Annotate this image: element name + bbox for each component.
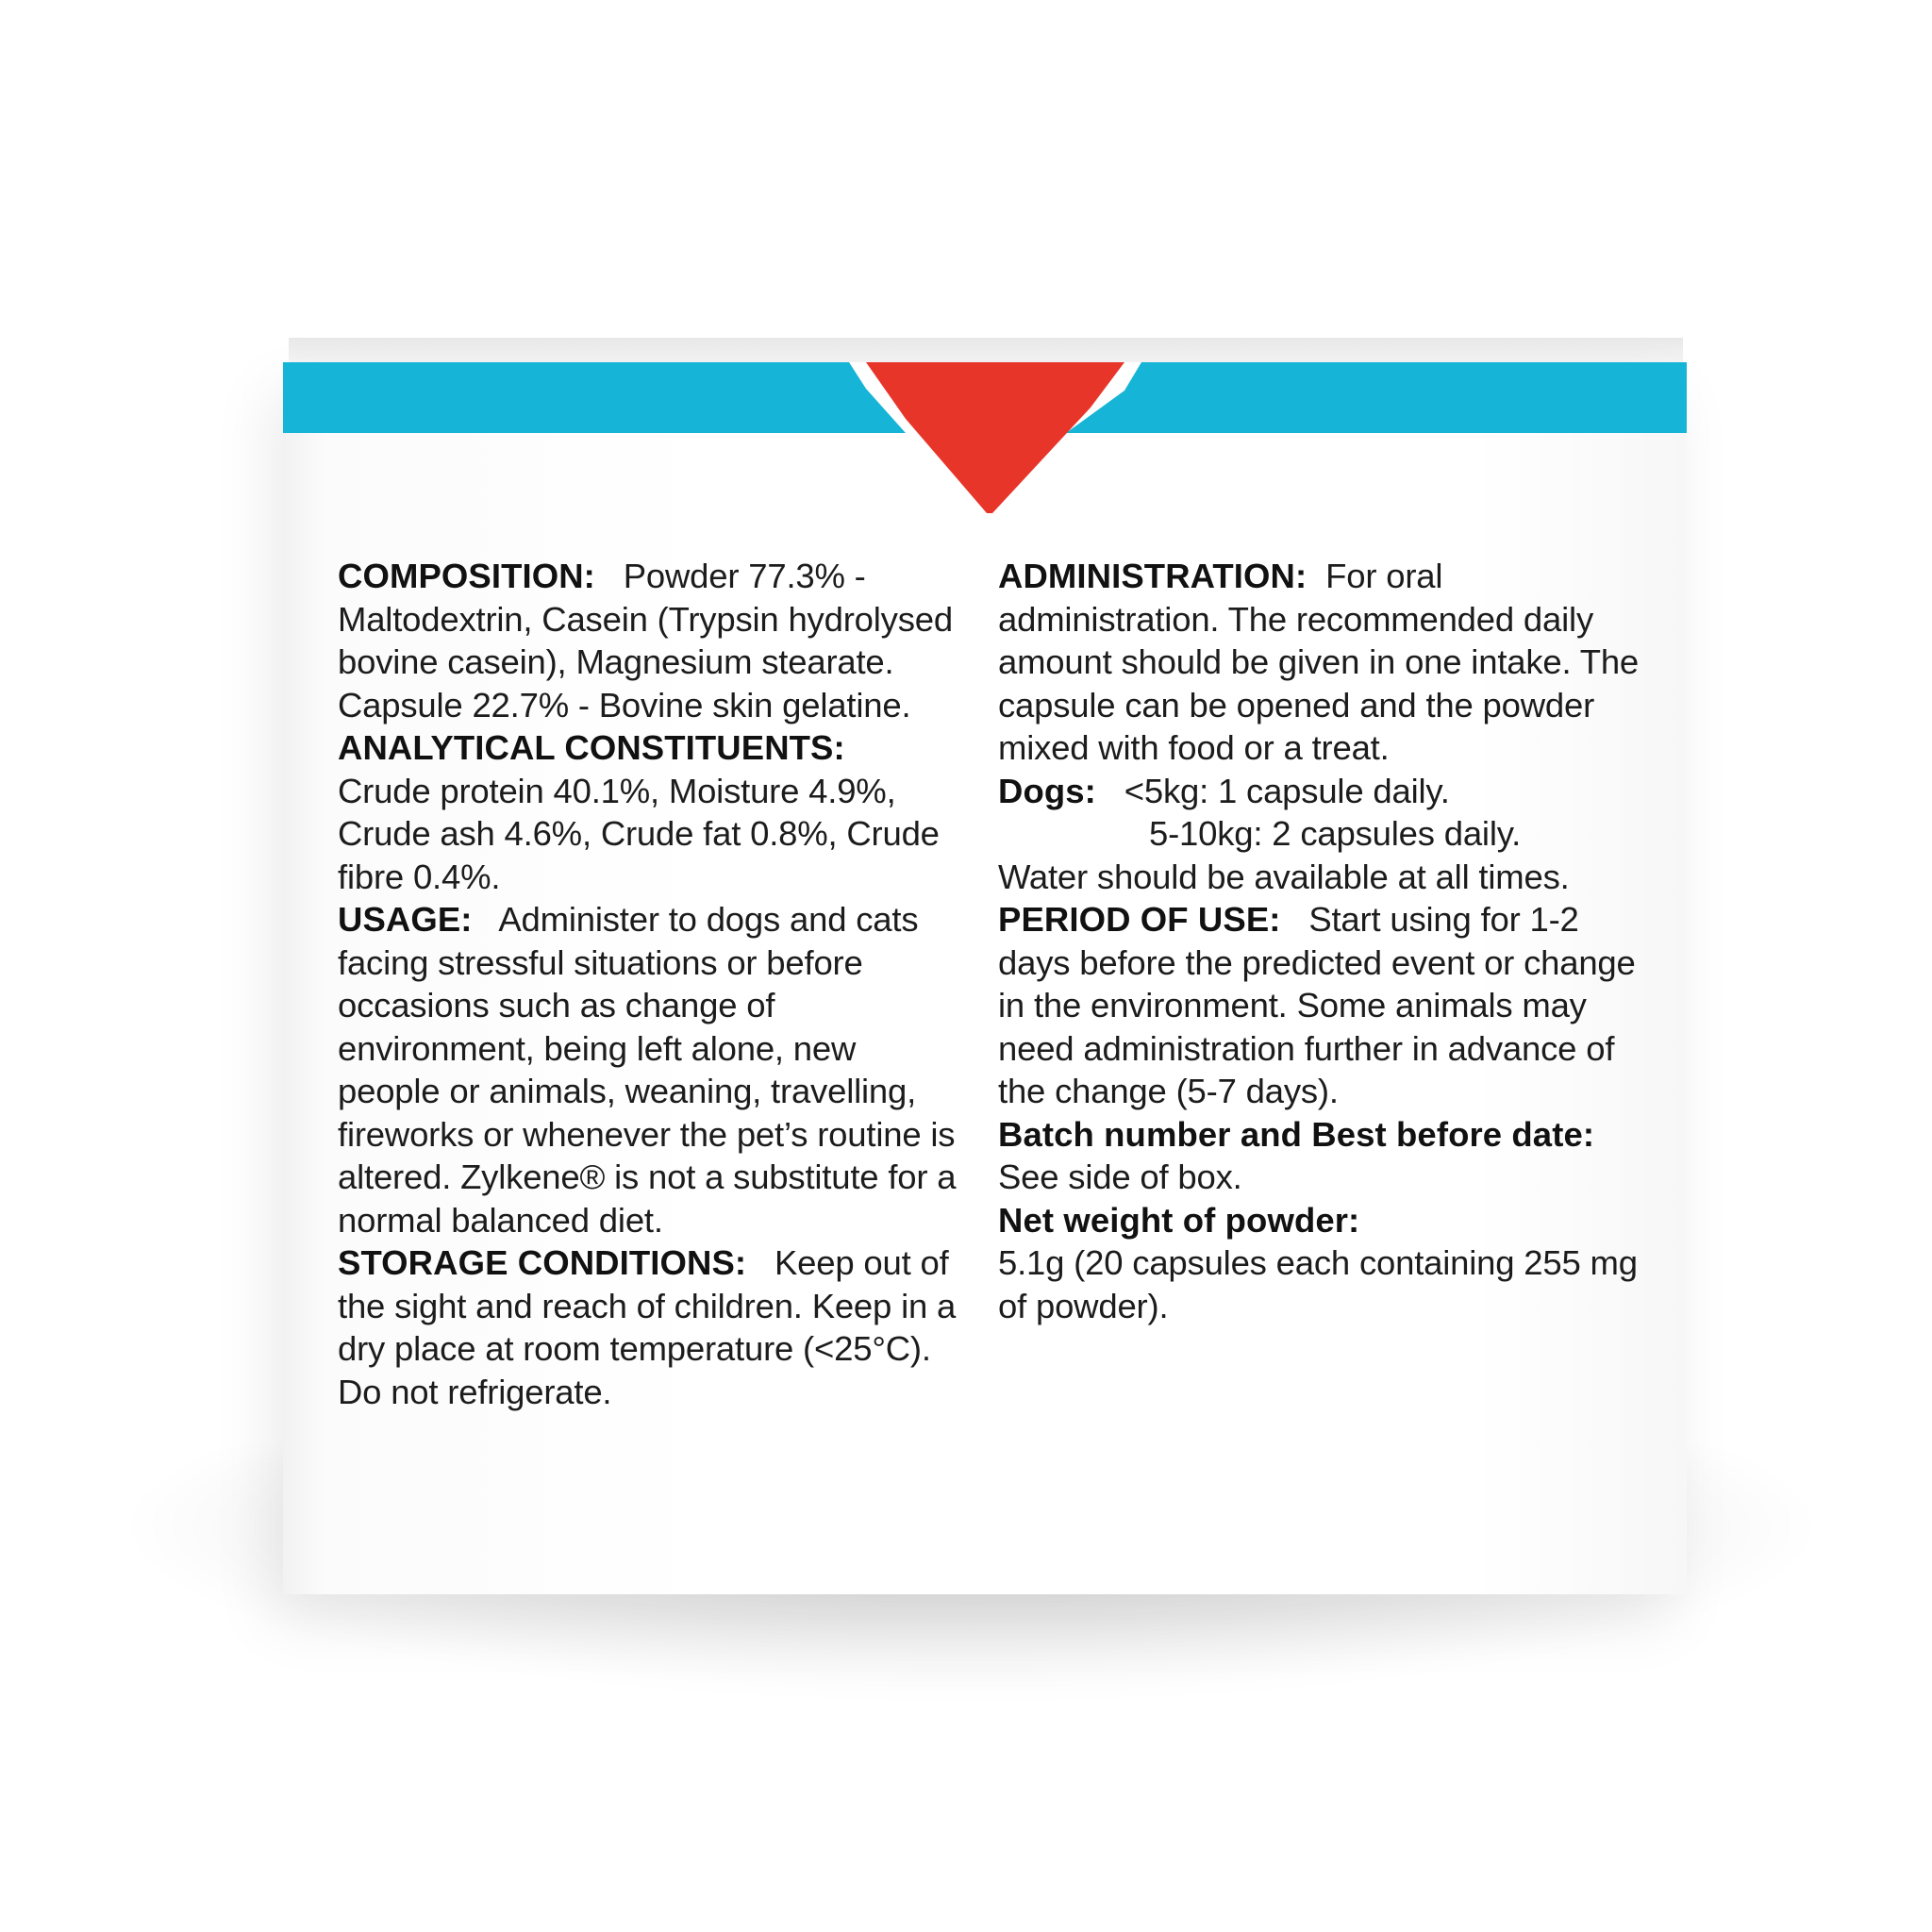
composition-text: Powder 77.3% - Maltodextrin, Casein (Trypsin hydrolysed bovine casein), Magnesium stearate. Capsule 22.7% - Bovine skin gelatine.	[338, 557, 953, 724]
water-note: Water should be available at all times.	[998, 857, 1570, 896]
usage-section	[338, 898, 960, 1241]
left-blue-band	[283, 362, 911, 433]
composition-section	[338, 555, 960, 726]
dogs-dose-large: 5-10kg: 2 capsules daily.	[1149, 814, 1522, 853]
period-section	[998, 898, 1658, 1113]
administration-section	[998, 555, 1658, 770]
usage-text: Administer to dogs and cats facing stressful situations or before occasions such as change of environment, being left alone, new people or animals, weaning, travelling, fireworks or whenever the pet’s routine is altered. Zylkene® is not a substitute for a normal balanced diet.	[338, 900, 957, 1240]
batch-label: Batch number and Best before date:	[998, 1114, 1595, 1154]
period-text: Start using for 1-2 days before the predicted event or change in the environment. Some animals may need administration further in advance of the change (5-7 days).	[998, 900, 1636, 1110]
right-blue-band	[1066, 362, 1687, 433]
storage-text: Keep out of the sight and reach of children. Keep in a dry place at room temperature (<25°C). Do not refrigerate.	[338, 1243, 957, 1411]
composition-label: COMPOSITION:	[338, 557, 595, 595]
storage-label: STORAGE CONDITIONS:	[338, 1243, 747, 1282]
dogs-dose-small: <5kg: 1 capsule daily.	[1124, 771, 1450, 810]
administration-text: For oral administration. The recommended daily amount should be given in one intake. The capsule can be opened and the powder mixed with food or a treat.	[998, 557, 1640, 767]
dogs-label: Dogs:	[998, 771, 1096, 810]
usage-label: USAGE:	[338, 900, 473, 939]
header-band	[283, 362, 1687, 538]
analytical-text: Crude protein 40.1%, Moisture 4.9%, Crude ash 4.6%, Crude fat 0.8%, Crude fibre 0.4%.	[338, 771, 940, 896]
red-chevron	[866, 362, 1124, 513]
storage-section	[338, 1241, 960, 1413]
batch-text: See side of box.	[998, 1158, 1242, 1196]
left-column	[338, 555, 960, 1413]
right-column	[998, 555, 1658, 1327]
dogs-section	[998, 770, 1658, 813]
analytical-label: ANALYTICAL CONSTITUENTS:	[338, 728, 845, 767]
administration-label: ADMINISTRATION:	[998, 557, 1307, 595]
analytical-section	[338, 726, 960, 898]
batch-section	[998, 1113, 1658, 1199]
net-weight-label: Net weight of powder:	[998, 1200, 1360, 1240]
net-weight-section	[998, 1199, 1658, 1328]
net-weight-text: 5.1g (20 capsules each containing 255 mg of powder).	[998, 1243, 1638, 1325]
period-label: PERIOD OF USE:	[998, 900, 1281, 939]
